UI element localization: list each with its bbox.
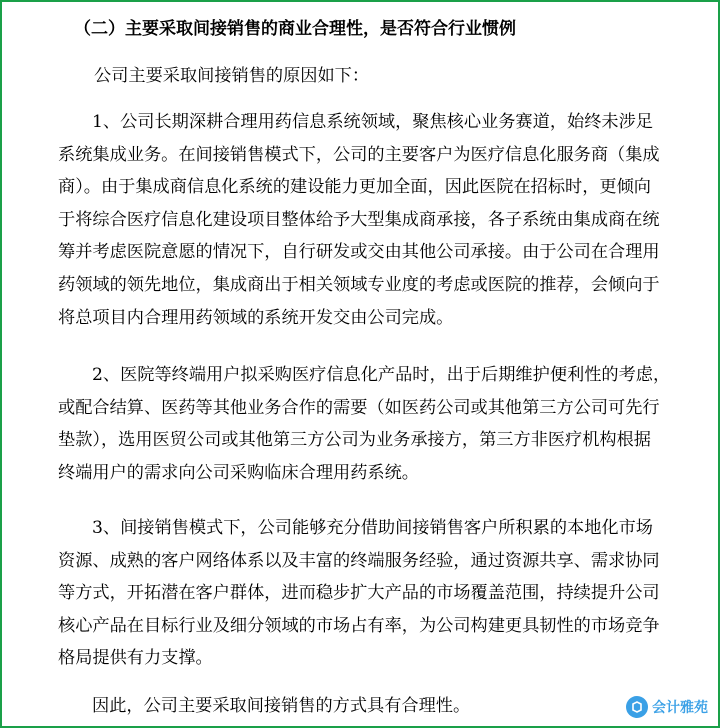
- paragraph-3-line: 核心产品在目标行业及细分领域的市场占有率，为公司构建更具韧性的市场竞争: [58, 615, 660, 636]
- paragraph-3-line: 3、间接销售模式下，公司能够充分借助间接销售客户所积累的本地化市场: [92, 518, 653, 538]
- conclusion-paragraph: [58, 690, 670, 723]
- paragraph-1-line: 商）。由于集成商信息化系统的建设能力更加全面，因此医院在招标时，更倾向: [58, 177, 651, 198]
- paragraph-3-line: 等方式，开拓潜在客户群体，进而稳步扩大产品的市场覆盖范围，持续提升公司: [58, 583, 660, 604]
- paragraph-3-line: 格局提供有力支撑。: [58, 648, 213, 669]
- paragraph-2-line: 2、医院等终端用户拟采购医疗信息化产品时，出于后期维护便利性的考虑，: [92, 365, 671, 385]
- paragraph-1: [58, 106, 670, 334]
- paragraph-2-line: 垫款），选用医贸公司或其他第三方公司为业务承接方，第三方非医疗机构根据: [58, 430, 651, 451]
- paragraph-1-line: 药领域的领先地位，集成商出于相关领域专业度的考虑或医院的推荐，会倾向于: [58, 274, 660, 295]
- watermark-text: 会计雅苑: [652, 700, 708, 716]
- conclusion-line: 因此，公司主要采取间接销售的方式具有合理性。: [92, 696, 471, 716]
- watermark: [626, 696, 708, 718]
- watermark-logo-icon: [626, 696, 648, 718]
- paragraph-1-line: 系统集成业务。在间接销售模式下，公司的主要客户为医疗信息化服务商（集成: [58, 144, 660, 165]
- paragraph-1-line: 将总项目内合理用药领域的系统开发交由公司完成。: [58, 307, 454, 328]
- intro-line: 公司主要采取间接销售的原因如下：: [94, 66, 370, 86]
- paragraph-2-line: 终端用户的需求向公司采购临床合理用药系统。: [58, 462, 419, 483]
- paragraph-2: [58, 359, 670, 489]
- paragraph-3-line: 资源、成熟的客户网络体系以及丰富的终端服务经验，通过资源共享、需求协同: [58, 550, 660, 571]
- intro-paragraph: [58, 60, 670, 93]
- paragraph-3: [58, 512, 670, 675]
- section-heading: （二）主要采取间接销售的商业合理性，是否符合行业惯例: [74, 19, 516, 39]
- paragraph-2-line: 或配合结算、医药等其他业务合作的需要（如医药公司或其他第三方公司可先行: [58, 397, 660, 418]
- paragraph-1-line: 1、公司长期深耕合理用药信息系统领域，聚焦核心业务赛道，始终未涉足: [92, 112, 653, 132]
- paragraph-1-line: 于将综合医疗信息化建设项目整体给予大型集成商承接，各子系统由集成商在统: [58, 209, 660, 230]
- paragraph-1-line: 筹并考虑医院意愿的情况下，自行研发或交由其他公司承接。由于公司在合理用: [58, 242, 660, 263]
